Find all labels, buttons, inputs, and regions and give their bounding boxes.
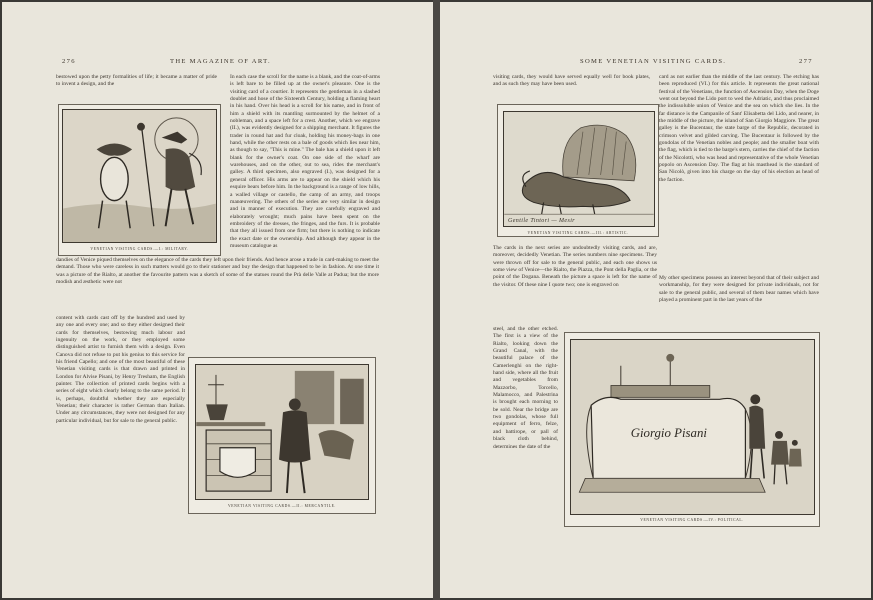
- figure-artistic: [497, 104, 659, 237]
- caption-military: VENETIAN VISITING CARDS.—I.: MILITARY.: [90, 247, 189, 251]
- figure-political: [564, 332, 820, 527]
- engraving-mercantile: [195, 364, 369, 500]
- right-col1-top: [493, 74, 650, 90]
- caption-political: VENETIAN VISITING CARDS.—IV.: POLITICAL.: [640, 518, 744, 522]
- left-col1-bottom: [56, 315, 185, 527]
- left-page-number: 276: [62, 58, 76, 65]
- figure-mercantile: [188, 357, 376, 514]
- mercantile-illustration: [196, 365, 368, 499]
- right-col2-top: [659, 74, 819, 274]
- left-col1-top: [56, 74, 217, 89]
- artistic-illustration: [504, 112, 654, 226]
- left-col1-bottom-text: content with cards cast off by the hundred and used by any one and every one; and so they either designed their cards for themselves, bestowing much labour and ingenuity on the work, or they employed some distinguished artist to furnish them with a design. Even Canova did not refuse to put his genius to this service for his friend Capello; and one of the most beautiful of these Venetian visiting cards is that drawn and printed in London for Alvise Pisani, by Henry Tresham, the English painter. The collection of printed cards begins with a series of eight which clearly belong to the same period. It is, perhaps, doubtful whether they are especially Venetian; their character is rather German than Italian. Under any circumstances, they were not designed for any particular individual, but for sale to the general public.: [56, 315, 185, 424]
- figure-military: [58, 104, 221, 256]
- right-col1-mid: [493, 245, 657, 328]
- right-col2-cont: [659, 275, 819, 327]
- right-col2-top-text: card as not earlier than the middle of the last century. The etching has been reproduced (VI.) for this article. It represents the great national festival of the Venetians, the function of Ascension Day, when the Doge went out beyond the Lido port to wed the Adriatic, and thus proclaimed the indissoluble union of Venice and the sea on which she lies. In the far distance is the Campanile of Sant' Elisabetta del Lido, and nearer, in the middle of the picture, the island of San Giorgio Maggiore. The great galley is the Bucentaur, the state barge of the Republic, decorated in crimson velvet and gilded carving. The Bucentaur is followed by the gondolas of the Venetian nobles and people; and the smaller boat with the flag, which is tied to the barge's stern, carries the chief of the faction of the Nicolotti, who was head and representative of the whole Venetian popolo on Ascension Day. The flag at his masthead is the standard of San Nicolò, given into his charge on the day of his election as head of the faction.: [659, 74, 819, 183]
- political-illustration: [571, 340, 814, 514]
- left-page: [2, 2, 433, 598]
- right-col1-bottom-text: steel, and the other etched. The first is a view of the Rialto, looking down the Grand Canal, with the beautiful palace of the Camerlenghi on the right-hand side, where all the fruit and vegetables from Mazzorbo, Torcello, Malamocco, and Palestrina is brought each morning to be sold. Near the bridge are two gondolas, whose full equipment of ferro, felze, and battirope, or pall of black cloth behind, determines the date of the: [493, 326, 558, 450]
- left-col2-top-text: In each case the scroll for the name is a blank, and the coat-of-arms is left bare to be filled up at the owner's pleasure. One is the visiting card of a courtier. It represents the gentleman in a slashed doublet and hose of the Sixteenth Century, holding a flaming heart in his hand. Over his head is a scroll for his name, and in front of him a shield with its mantling surmounted by the helmet of a nobleman, and a space left for a crest. Another, which we engrave (II.), was evidently designed for a shipping merchant. It figures the trader in round hat and fur cloak, holding his money-bags in one hand, while the other rests on a bale of goods which lies near him, as though to say, "This is mine." The bale has a shield upon it left blank for the owner's coat. On one side of the wharf are warehouses, and on the other, out to sea, rides the merchant's galley. A third specimen, also engraved (I.), was designed for a general officer. His arms are to appear on the shield which his esquire bears before him. In the background is a range of low hills, a walled village or castello, the camp of an army, and troops manœuvering. The others of the series are very similar in design and in manner of execution. They are carefully engraved and elaborately wrought; much pains have been spent on the embroidery of the dresses, the fringes, and the furs. It is probable that they all issued from one firm; but there is nothing to indicate the exact date or the ownership. And although they appear in the museum catalogue as: [230, 74, 380, 249]
- left-col-full: [56, 257, 379, 317]
- engraving-artistic: [503, 111, 655, 227]
- left-col2-top: [230, 74, 380, 258]
- right-col2-cont-text: My other specimens possess an interest beyond that of their subject and workmanship, for they were designed for private individuals, not for sale to the general public, and several of them bear names which have played a prominent part in the last years of the: [659, 275, 819, 304]
- artistic-signature: Gentile Tintori — Mesir: [508, 218, 576, 224]
- caption-mercantile: VENETIAN VISITING CARDS.—II.: MERCANTILE.: [228, 504, 336, 508]
- right-col1-bottom: [493, 326, 558, 527]
- military-illustration: [63, 110, 216, 242]
- right-col1-top-text: visiting cards, they would have served equally well for book plates, and as such they may have been used.: [493, 74, 650, 88]
- left-col-full-text: dandies of Venice piqued themselves on the elegance of the cards they left upon their friends. And hence arose a trade in card-making to meet the demand. Those who were careless in such matters would go to their stationer and buy the design that happened to be in fashion. At one time it was a picture of the Rialto, at another the favourite pattern was a sketch of some of the statues round the Prà delle Valle at Padua; but the more modish and æsthetic were not: [56, 257, 379, 286]
- political-card-name: Giorgio Pisani: [630, 425, 707, 440]
- left-col1-top-text: bestowed upon the petty formalities of life; it became a matter of pride to invent a design, and the: [56, 74, 217, 88]
- right-col1-mid-text: The cards in the next series are undoubtedly visiting cards, and are, moreover, decidedly Venetian. The series numbers nine specimens. They were thrown off for sale to the general public, and each one shows us some view of Venice—the Rialto, the Piazza, the Pont della Paglia, or the point of the Dogana. Beneath the picture a space is left for the name of the visitor. Of these nine I quote two; one is engraved on: [493, 245, 657, 288]
- caption-artistic: VENETIAN VISITING CARDS.—III.: ARTISTIC.: [527, 231, 629, 235]
- left-running-head: THE MAGAZINE OF ART.: [170, 58, 271, 65]
- engraving-political: [570, 339, 815, 515]
- right-running-head: SOME VENETIAN VISITING CARDS.: [580, 58, 727, 65]
- right-page-number: 277: [799, 58, 813, 65]
- right-page: [440, 2, 871, 598]
- book-gutter: [433, 0, 440, 600]
- engraving-military: [62, 109, 217, 243]
